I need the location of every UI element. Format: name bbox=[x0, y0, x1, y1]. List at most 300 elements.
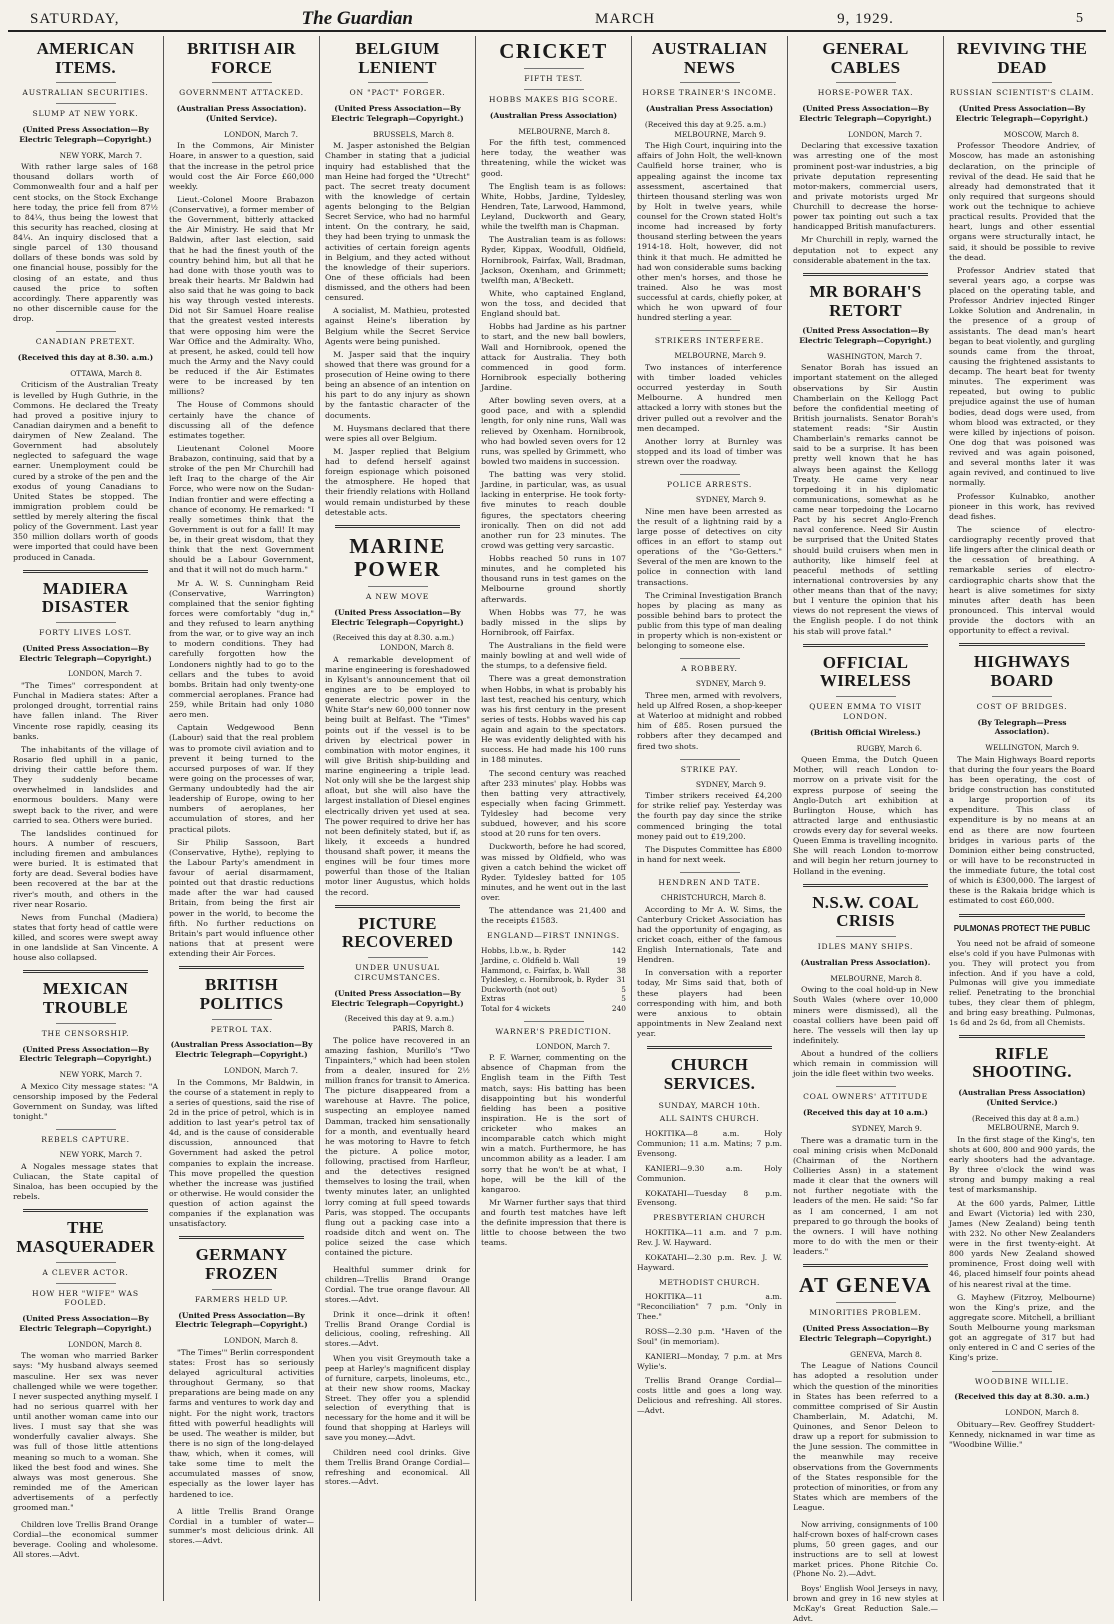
page-number: 5 bbox=[1075, 11, 1084, 26]
article-headline: MARINE POWER bbox=[349, 533, 446, 581]
article-body bbox=[325, 655, 470, 898]
runs: 31 bbox=[616, 975, 626, 985]
divider bbox=[56, 331, 116, 332]
section-rule bbox=[959, 914, 1085, 917]
section-rule bbox=[803, 1264, 928, 1267]
article-headline: RIFLE SHOOTING. bbox=[972, 1043, 1072, 1082]
article bbox=[13, 580, 158, 964]
article-credit: (United Press Association—By Electric Telegraph—Copyright.) bbox=[799, 104, 932, 123]
article-credit: (United Press Association—By Electric Telegraph—Copyright.) bbox=[19, 125, 152, 144]
article-paragraph: A remarkable development of marine engineering is foreshadowed in Kylsant's announcement that oil engines are to be employed to generate electric power in the White Star's new 60,000 tonner now being built at Belfast. The "Times" points out if the vessel is to be driven by electrical power in combination with motor engines, it will give British ship-building and marine engineering a triple lead. Not only will she be the largest ship afloat, but she will also have the largest installation of Diesel engines electrically driven yet used at sea. The power required to drive her has not been definitely stated, but if, as likely, it exceeds a hundred thousand shaft power, it means the engines will be four times more powerful than those of the Italian motor liner Augustus, which holds the record. bbox=[325, 654, 470, 897]
article-headline: AMERICAN ITEMS. bbox=[36, 39, 135, 77]
article-paragraph: The inhabitants of the village of Rosario fled uphill in a panic, driving their cattle before them. They suddenly became overwhelmed in landslides and enormous boulders. Many were swept back to the river, and were carried to sea. Others were buried. bbox=[13, 744, 158, 825]
article-subheading: A CLEVER ACTOR. bbox=[42, 1267, 129, 1277]
runs: 5 bbox=[621, 994, 626, 1004]
runs: 5 bbox=[621, 984, 626, 994]
article-headline: CRICKET bbox=[499, 39, 608, 63]
columns-container bbox=[8, 36, 1106, 1623]
article-dateline: LONDON, March 7. bbox=[68, 669, 142, 679]
article-dateline: LONDON, March 7. bbox=[224, 1065, 298, 1075]
article bbox=[637, 330, 782, 467]
column-3 bbox=[320, 36, 476, 1601]
article-body bbox=[793, 1136, 938, 1258]
article-paragraph: White, who captained England, won the toss, and decided that England should bat. bbox=[481, 288, 626, 319]
article-body bbox=[13, 162, 158, 324]
divider bbox=[524, 1021, 584, 1022]
article-paragraph: At the 600 yards, Palmer, Little and Ewart (Victoria) led with 230, James (New Zealand) being tenth with 232. No other New Zealanders were in the first twenty-eight. At 800 yards New Zealand showed prominence, Frost doing well with 46, placed himself four points ahead of his nearest rival at the time. bbox=[949, 1198, 1095, 1289]
article-dateline: MELBOURNE, March 8. bbox=[830, 973, 922, 983]
article-credit: (Received this day at 8.30. a.m.) bbox=[954, 1392, 1090, 1402]
article-credit: (Australian Press Association—By Electric Telegraph—Copyright.) bbox=[170, 1040, 313, 1060]
section-rule bbox=[803, 884, 928, 887]
article-paragraph: "The Times'" Berlin correspondent states: Frost has so seriously delayed agricultural activities throughout Germany, so that preparations are being made on any farms and ventures to work day and night. For the night work, tractors fitted with powerful headlights will be used. The weather is milder, but there is no sign of the long-delayed thaw, which, when it comes, will take some time to melt the accumulated masses of snow, especially as the lower layer has hardened to ice. bbox=[169, 1347, 314, 1499]
article-paragraph: There was a great demonstration when Hobbs, in what is probably his last test, reached his century, which was his first century in the present series of tests. Hobbs waved his cap again and again to the spectators. He was evidently delighted with his success. He had made his 100 runs in 188 minutes. bbox=[481, 674, 626, 765]
article-body bbox=[325, 141, 470, 518]
divider bbox=[680, 759, 740, 760]
scorecard-row bbox=[481, 985, 626, 995]
article-paragraph: In the Commons, Air Minister Hoare, in answer to a question, said that the increase in the petrol price would cost the Air Force £60,000 weekly. bbox=[169, 141, 314, 191]
article-paragraph: According to Mr A. W. Sims, the Canterbury Cricket Association has had the opportunity of engaging, as cricket coach, either of the famous English Internationals, Tate and Hendren. bbox=[637, 904, 782, 965]
column-1 bbox=[8, 36, 164, 1601]
advert-text: Healthful summer drink for children—Trellis Brand Orange Cordial. The true orange flavour. All stores.—Advt. bbox=[325, 1265, 470, 1304]
article-headline: GERMANY FROZEN bbox=[195, 1245, 288, 1284]
divider bbox=[368, 82, 428, 83]
article-body bbox=[793, 985, 938, 1079]
article-body bbox=[481, 1053, 626, 1248]
section-rule bbox=[179, 1236, 304, 1239]
article-headline: MR BORAH'S RETORT bbox=[809, 281, 922, 320]
article-body bbox=[481, 138, 626, 926]
article bbox=[793, 283, 938, 637]
article bbox=[793, 654, 938, 877]
advert-text: When you visit Greymouth take a peep at Harley's magnificent display of furniture, carpets, linoleums, etc., at their new show rooms, Mackay Street. They offer you a splendid selection of everything that is necessary for the home and it will be found that shopping at Harleys will save you money.—Advt. bbox=[325, 1354, 470, 1442]
article-credit: (Australian Press Association) bbox=[645, 104, 774, 114]
article-credit: (United Press Association—By Electric Telegraph—Copyright.) bbox=[19, 1314, 152, 1333]
article-paragraph: The second century was reached after 233 minutes' play. Hobbs was then batting very attractively, especially when facing Grimmett. Tyldesley had become very subdued, however, and his score stood at 20 runs for ten overs. bbox=[481, 768, 626, 839]
article-subheading: STRIKE PAY. bbox=[680, 764, 739, 774]
article-body bbox=[793, 363, 938, 636]
runs: 240 bbox=[611, 1004, 626, 1014]
article-paragraph: With rather large sales of 168 thousand dollars worth of Commonwealth four and a half per cent stocks, on the Stock Exchange here today, the price fell from 87½ to 84¼, thus being the lowest that this security has reached, closing at 84¼. An inquiry disclosed that a single parcel of 130 thousand dollars of these bonds was sold by one financial house, possibly for the closing of an estate, and thus caused the price to soften accordingly. There apparently was no other discernible cause for the drop. bbox=[13, 162, 158, 324]
article-paragraph: In the Commons, Mr Baldwin, in the course of a statement in reply to a series of questions, said the rise of 2d in the price of petrol, which is in addition to last year's petrol tax of 4d, and is the cause of considerable discussion, announced that Government had asked the petrol companies to explain the increase. This move propelled the question whether the increase was justified or otherwise. He would consider the question of action against the companies if the explanation was unsatisfactory. bbox=[169, 1077, 314, 1229]
article-headline: MEXICAN TROUBLE bbox=[42, 979, 129, 1018]
article-paragraph: The Australians in the field were mainly bowling at and well wide of the stumps, to a defensive field. bbox=[481, 641, 626, 671]
article-paragraph: Mr Warner further says that third and fourth test matches have left the definite impression that there is little to choose between the two teams. bbox=[481, 1197, 626, 1248]
church-service-line: KOKATAHI—Tuesday 8 p.m. Evensong. bbox=[637, 1188, 782, 1208]
masthead-day: SATURDAY, bbox=[30, 10, 120, 27]
article-paragraph: The landslides continued for hours. A number of rescuers, including firemen and ambulances were buried. It is estimated that forty are dead. Several bodies have been recovered at the bar at the river's mouth, and others in the river near Rosario. bbox=[13, 828, 158, 909]
article-dateline: NEW YORK, March 7. bbox=[59, 1150, 142, 1160]
article-headline: MADIERA DISASTER bbox=[41, 578, 130, 617]
article-subheading: WARNER'S PREDICTION. bbox=[495, 1026, 612, 1036]
article-body bbox=[637, 507, 782, 652]
article-dateline: OTTAWA, March 8. bbox=[70, 368, 142, 378]
article-dateline: SYDNEY, March 9. bbox=[695, 679, 766, 689]
divider bbox=[680, 658, 740, 659]
divider bbox=[368, 957, 428, 958]
divider bbox=[836, 82, 896, 83]
section-rule bbox=[23, 1209, 148, 1212]
article-subheading: CANADIAN PRETEXT. bbox=[35, 337, 136, 347]
article-paragraph: G. Mayhew (Fitzroy, Melbourne) won the King's prize, and the aggregate score. Mitchell, a brilliant South Melbourne young marksman got an aggregate of 317 but had only entered in C and C series of the King's prize. bbox=[949, 1292, 1095, 1363]
batsman: Duckworth (not out) bbox=[481, 984, 558, 994]
article-subheading: RUSSIAN SCIENTIST'S CLAIM. bbox=[949, 88, 1095, 98]
divider bbox=[524, 68, 584, 69]
scorecard-row bbox=[481, 946, 626, 956]
article-subheading: FIFTH TEST. bbox=[524, 74, 583, 84]
runs: 19 bbox=[616, 955, 626, 965]
article-paragraph: M. Huysmans declared that there were spies all over Belgium. bbox=[325, 423, 470, 443]
article-paragraph: Nine men have been arrested as the result of a lightning raid by a large posse of detectives on city offices in an effort to stamp out operations of the "Go-Getters." Several of the men are known to the police in connection with land transactions. bbox=[637, 506, 782, 587]
divider bbox=[836, 1086, 896, 1087]
article-paragraph: The Disputes Committee has £800 in hand for next week. bbox=[637, 844, 782, 864]
article-body bbox=[793, 755, 938, 877]
article-body bbox=[637, 363, 782, 467]
article bbox=[949, 653, 1095, 906]
batsman: Extras bbox=[481, 994, 506, 1004]
article-headline: N.S.W. COAL CRISIS bbox=[812, 892, 919, 931]
article bbox=[13, 980, 158, 1122]
article-subheading: HORSE TRAINER'S INCOME. bbox=[642, 88, 777, 98]
article-credit: (By Telegraph—Press Association). bbox=[977, 717, 1067, 737]
scorecard-title: ENGLAND—FIRST INNINGS. bbox=[487, 931, 620, 941]
article-credit: (Australian Press Association). bbox=[800, 957, 931, 967]
church-heading: ALL SAINTS CHURCH. bbox=[659, 1114, 760, 1124]
article bbox=[325, 40, 470, 518]
article-body bbox=[793, 1361, 938, 1513]
article bbox=[949, 40, 1095, 636]
divider bbox=[836, 696, 896, 697]
article-body bbox=[13, 1351, 158, 1513]
article-paragraph: The English team is as follows: White, Hobbs, Jardine, Tyldesley, Hendren, Tate, Larwood, Hammond, Leyland, Duckworth and Geary, while the twelfth man is Chapman. bbox=[481, 181, 626, 232]
article bbox=[793, 1086, 938, 1257]
article-dateline: (Received this day at 9. a.m.) PARIS, March 8. bbox=[344, 1014, 454, 1033]
article-dateline: CHRISTCHURCH, March 8. bbox=[660, 892, 766, 902]
article-headline: THE MASQUERADER bbox=[16, 1218, 155, 1256]
article-paragraph: The Main Highways Board reports that during the four years the Board has been operating, the cost of bridge construction has constituted a large proportion of its expenditure. This class of expenditure is by no means at an end as there are now fourteen bridges in various parts of the Dominion either being constructed, or will have to be reconstructed in the immediate future, the total cost of which is £300,000. The largest of these is the Rakaia bridge which is estimated to cost £60,000. bbox=[949, 754, 1095, 906]
article-paragraph: Three men, armed with revolvers, held up Alfred Rosen, a shop-keeper at Waterloo at midnight and robbed him of £85. Rosen pursued the robbers after they decamped and fired two shots. bbox=[637, 690, 782, 751]
article-subheading: HOBBS MAKES BIG SCORE. bbox=[488, 94, 619, 104]
article-credit: (United Press Association—By Electric Telegraph—Copyright.) bbox=[19, 643, 152, 663]
article-paragraph: Senator Borah has issued an important statement on the alleged observations by Sir Austin Chamberlain on the Kellogg Pact before the confidential meeting of British journalists. Senator Borah's statement reads: "Sir Austin Chamberlain's remarks cannot be said to be a surprise. It has been pretty well known that he has always been against the Kellogg Treaty. He came very near torpedoing it in his diplomatic communications, somewhat as he came near torpedoing the Locarno Pact by his secret Anglo-French naval conference. Need Sir Austin be surprised that the United States should build cruisers when men in authority, like himself feel at peaceful methods of settling international controversies by any other means than that of the navy; but I venture the opinion that his views do not represent the views of the English people. I do not think his stab will prove fatal." bbox=[793, 363, 938, 636]
advert-text: Children need cool drinks. Give them Trellis Brand Orange Cordial—refreshing and economical. All stores.—Advt. bbox=[325, 1447, 470, 1487]
section-rule bbox=[23, 570, 148, 573]
article-dateline: MELBOURNE, March 8. bbox=[518, 126, 610, 136]
masthead-month: MARCH bbox=[595, 10, 656, 27]
masthead bbox=[8, 8, 1106, 32]
article-paragraph: Sir Philip Sassoon, Bart (Conservative, Hythe), replying to the Labour Party's amendment in favour of aerial disarmament, pointed out that drastic reductions made after the war had caused Britain, from being the first air power in the world, to become the fifth. No further reductions on Britain's part would influence other nations that at present were extending their Air Forces. bbox=[169, 837, 314, 959]
article bbox=[637, 658, 782, 751]
advert-text: You need not be afraid of someone else's cold if you have Pulmonas with you. They will protect you from infection. And if you have a cold, Pulmonas will give you immediate relief. Penetrating to the bronchial tubes, they clear them of phlegm, and bring easy breathing. Pulmonas, 1s 6d and 2s 6d, from all Chemists. bbox=[949, 938, 1095, 1027]
batsman: Tyldesley, c. Hornibrook, b. Ryder bbox=[481, 975, 609, 985]
article-subheading: COST OF BRIDGES. bbox=[976, 701, 1068, 711]
article-paragraph: A Nogales message states that Culiacan, the State capital of Sinaloa, has been occupied by the rebels. bbox=[13, 1161, 158, 1202]
article-paragraph: In the first stage of the King's, ten shots at 600, 800 and 900 yards, the early shooters had the advantage. By three o'clock the wind was strong and bumpy making a real test of marksmanship. bbox=[949, 1134, 1095, 1195]
article bbox=[637, 1056, 782, 1093]
article-headline: BELGIUM LENIENT bbox=[355, 39, 440, 77]
scorecard-row bbox=[481, 956, 626, 966]
article-paragraph: There was a dramatic turn in the coal mining crisis when McDonald (Chairman of the Northern Collieries Assn) in a statement made it clear that the owners will not further negotiate with the leaders of the men. He said: "So far as I am concerned, I am not prepared to go through the books of the owners. I will have nothing more to do with the men or their leaders." bbox=[793, 1135, 938, 1257]
article bbox=[949, 1371, 1095, 1451]
church-service-line: KANIERI—Monday, 7 p.m. at Mrs Wylie's. bbox=[637, 1351, 782, 1371]
article-subheading: FARMERS HELD UP. bbox=[194, 1294, 289, 1304]
article-subheading: WOODBINE WILLIE. bbox=[974, 1376, 1070, 1386]
article-paragraph: "The Times" correspondent at Funchal in Madiera states: After a prolonged drought, torrential rains have fallen inland. The River Vincente rose rapidly, ceasing its banks. bbox=[13, 681, 158, 741]
article-credit: (United Press Association—By Electric Telegraph—Copyright.) bbox=[331, 607, 464, 627]
divider bbox=[212, 1019, 272, 1020]
article-headline: PICTURE RECOVERED bbox=[341, 913, 454, 952]
article-body bbox=[325, 1036, 470, 1259]
article-paragraph: Duckworth, before he had scored, was missed by Oldfield, who was given a catch behind the wicket off Ryder. Tyldesley batted for 105 minutes, and he went out in the last over. bbox=[481, 842, 626, 903]
article-body bbox=[169, 1348, 314, 1500]
article-dateline: (Received this day at 8 a.m.) MELBOURNE, March 9. bbox=[972, 1113, 1079, 1133]
runs: 38 bbox=[616, 965, 626, 975]
church-heading: METHODIST CHURCH. bbox=[659, 1277, 760, 1287]
article bbox=[637, 872, 782, 1039]
article-headline: GENERAL CABLES bbox=[822, 39, 909, 77]
divider bbox=[992, 1371, 1052, 1372]
article bbox=[13, 1129, 158, 1202]
article-paragraph: M. Jasper said that the inquiry showed that there was ground for a prosecution of Heine owing to there being an absence of an intention on his part to do any injury as shown by the fantastic character of the documents. bbox=[325, 349, 470, 420]
article-dateline: MELBOURNE, March 9. bbox=[674, 351, 766, 361]
article-credit: (Australian Press Association). (United Service). bbox=[176, 104, 307, 123]
advert-text: Drink it once—drink it often! Trellis Brand Orange Cordial is delicious, cooling, refreshing. All stores.—Advt. bbox=[325, 1309, 470, 1349]
scorecard bbox=[481, 931, 626, 1013]
article-dateline: RUGBY, March 6. bbox=[856, 743, 922, 753]
article-paragraph: Two instances of interference with timber loaded vehicles occurred yesterday in South Melbourne. A hundred men attacked a lorry with stones but the driver pulled out a revolver and the men decamped. bbox=[637, 362, 782, 433]
article-paragraph: Mr A. W. S. Cunningham Reid (Conservative, Warrington) complained that the senior fighting forces were comfortably "dug in," and they refused to learn anything from the war, or to give way an inch to modern conditions. They had carefully forgotten how the Londoners nightly had to go to the cellars and the tubes to avoid bombs. Britain had only twenty-one commercial aeroplanes. France had 259, while Britain had only 1080 aero men. bbox=[169, 578, 314, 720]
article-paragraph: The Criminal Investigation Branch hopes by placing as many as possible behind bars to protect the public from this type of man dealing in property which is non-existent or belonging to someone else. bbox=[637, 590, 782, 651]
article-paragraph: The League of Nations Council has adopted a resolution under which the question of the minorities in States has been referred to a committee comprised of Sir Austin Chamberlain, M. Adatchi, M. Quinones, and Senor Deleon to draw up a report for submission to the June session. The committee in the meanwhile may receive observations from the Governments of the States responsible for the protection of minorities, or from any States which are members of the League. bbox=[793, 1361, 938, 1512]
divider bbox=[212, 1289, 272, 1290]
article-body bbox=[949, 755, 1095, 907]
article-dateline: WASHINGTON, March 7. bbox=[827, 351, 922, 361]
article-body bbox=[13, 1162, 158, 1203]
divider bbox=[212, 82, 272, 83]
divider bbox=[524, 89, 584, 90]
article bbox=[481, 1021, 626, 1249]
article-dateline: BRUSSELS, March 8. bbox=[373, 129, 454, 139]
article-body bbox=[637, 905, 782, 1040]
article-credit: (United Press Association—By Electric Telegraph—Copyright.) bbox=[955, 104, 1089, 123]
article-credit: (Australian Press Association) (United Service.) bbox=[958, 1088, 1086, 1107]
article bbox=[793, 1274, 938, 1513]
article-paragraph: The House of Commons should certainly have the chance of discussing all of the defence estimates together. bbox=[169, 400, 314, 440]
scorecard-row bbox=[481, 994, 626, 1004]
article-paragraph: The batting was very stolid. Jardine, in particular, was, as usual lacking in enterprise. He took forty-five minutes to reach double figures, the spectators cheering ironically. Then on did not add another run for 23 minutes. The crowd was getting very sarcastic. bbox=[481, 470, 626, 550]
church-service-line: KOKATAHI—2.30 p.m. Rev. J. W. Hayward. bbox=[637, 1252, 782, 1272]
masthead-date: 9, 1929. bbox=[837, 10, 894, 27]
article-paragraph: Professor Andriev stated that several years ago, a corpse was placed on the operating table, and Professor Andriev injected Ringer Lokke Solution and Andrenalin, in the presence of a group of assistants. The dead man's heart began to beat violently, and gurgling sounds came from the throat, causing the frightened assistants to decamp. The heart beat for twenty minutes. The experiment was repeated, but owing to public prejudice against the use of human bodies, dead dogs were used, from whom blood was extracted, or they were killed by injections of poison. One dog that was poisoned was revived and was again poisoned, and several months later it was again revived, and continued to live normally. bbox=[949, 265, 1095, 488]
article-paragraph: The science of electro-cardiography recently proved that life lingers after the clinical death or the cessation of breathing. A remarkable series of electro-cardiographic charts show that the heart is alive sometimes for sixty minutes after death has been pronounced. This interval would provide the doctors with an opportunity to effect a revival. bbox=[949, 524, 1095, 636]
article bbox=[325, 535, 470, 898]
divider bbox=[992, 696, 1052, 697]
article-paragraph: Obituary—Rev. Geoffrey Studdert-Kennedy, nicknamed in war time as "Woodbine Willie." bbox=[949, 1419, 1095, 1450]
article-dateline: LONDON, March 7. bbox=[224, 129, 298, 139]
article-paragraph: Hobbs had Jardine as his partner to start, and the new ball bowlers, Wall and Hornibrook, opened the attack for Australia. They both commenced in good form. Hornibrook especially bothering Jardine. bbox=[481, 322, 626, 393]
article-subheading: STRIKERS INTERFERE. bbox=[654, 336, 765, 346]
article-headline: HIGHWAYS BOARD bbox=[973, 652, 1071, 691]
section-rule bbox=[23, 970, 148, 973]
article-dateline: SYDNEY, March 9. bbox=[851, 1124, 922, 1134]
article-body bbox=[13, 380, 158, 562]
article-body bbox=[169, 1078, 314, 1230]
article bbox=[169, 976, 314, 1229]
article bbox=[13, 40, 158, 324]
article-subheading: REBELS CAPTURE. bbox=[41, 1135, 130, 1145]
section-rule bbox=[803, 273, 928, 276]
scorecard-row bbox=[481, 1004, 626, 1014]
article-subheading: IDLES MANY SHIPS. bbox=[817, 942, 914, 952]
article-subheading: ON "PACT" FORGER. bbox=[349, 88, 446, 98]
article-paragraph: Declaring that excessive taxation was arresting one of the most prominent post-war industries, a big private deputation representing motor-makers, commercial users, and private motorists urged Mr Churchill to decrease the horse-power tax pointing out such a tax handicapped British manufacturers. bbox=[793, 141, 938, 232]
column-7 bbox=[944, 36, 1100, 1601]
article-body bbox=[637, 141, 782, 323]
article-credit: (Received this day at 10 a.m.) bbox=[803, 1108, 928, 1118]
divider bbox=[680, 82, 740, 83]
church-service-line: HOKITIKA—8 a.m. Holy Communion; 11 a.m. Matins; 7 p.m. Evensong. bbox=[637, 1129, 782, 1158]
advert-text: Boys' English Wool Jerseys in navy, brown and grey in 16 new styles at McKay's Great Reduction Sale.—Advt. bbox=[793, 1584, 938, 1623]
church-service-line: ROSS—2.30 p.m. "Haven of the Soul" (in memoriam). bbox=[637, 1327, 782, 1346]
article-subheading: HOW HER "WIFE" WAS FOOLED. bbox=[32, 1288, 139, 1308]
article-paragraph: For the fifth test, commenced here today, the weather was threatening, while the wicket was good. bbox=[481, 138, 626, 178]
article-subheading: QUEEN EMMA TO VISIT LONDON. bbox=[809, 702, 922, 721]
article bbox=[13, 331, 158, 562]
article-dateline: SYDNEY, March 9. bbox=[695, 779, 766, 789]
article-paragraph: Criticism of the Australian Treaty is levelled by Hugh Guthrie, in the Commons. He declared the Treaty had proved a positive injury to Canadian dairymen and a benefit to dairymen of New Zealand. The Government had absolutely neglected to safeguard the wage earner. Unemployment could be cured by a stroke of the pen and the exodus of young Canadians to United States be stopped. The immigration problem could be settled by merely altering the fiscal policy of the Government. Last year 350 million dollars worth of goods were imported that could have been produced in Canada. bbox=[13, 380, 158, 562]
article-headline: BRITISH POLITICS bbox=[199, 975, 284, 1013]
column-4 bbox=[476, 36, 632, 1601]
batsman: Hobbs, l.b.w., b. Ryder bbox=[481, 946, 566, 956]
article-dateline: (Received this day at 9.25. a.m.) MELBOURNE, March 9. bbox=[644, 119, 766, 139]
divider bbox=[992, 82, 1052, 83]
church-service-line: HOKITIKA—11 a.m. "Reconciliation" 7 p.m. "Only in Thee." bbox=[637, 1292, 782, 1322]
article-dateline: MOSCOW, March 8. bbox=[1003, 129, 1079, 139]
article-subheading: A NEW MOVE bbox=[365, 592, 430, 602]
article-subheading: FORTY LIVES LOST. bbox=[39, 628, 132, 638]
article-dateline: LONDON, March 8. bbox=[68, 1339, 142, 1349]
article-paragraph: The High Court, inquiring into the affairs of John Holt, the well-known Caulfield horse trainer, who is appealing against the income tax assessment, ascertained that thirteen thousand sterling was won by Holt in twelve years, while counsel for the Crown stated Holt's income had increased by forty thousand sterling between the years 1914-18. Holt, however, did not think it that much. He admitted he had won considerable sums backing other men's horses, and those he trained. Also he was most successful at cards, chiefly poker, at which he won upward of four hundred sterling a year. bbox=[637, 141, 782, 323]
article-subheading: UNDER UNUSUAL CIRCUMSTANCES. bbox=[354, 963, 441, 982]
divider bbox=[56, 1023, 116, 1024]
article-body bbox=[949, 1420, 1095, 1450]
article-headline: CHURCH SERVICES. bbox=[663, 1055, 756, 1093]
article-subheading: AUSTRALIAN SECURITIES. bbox=[22, 88, 149, 98]
article-credit: (United Press Association—By Electric Telegraph—Copyright.) bbox=[331, 988, 464, 1008]
advert-heading: PULMONAS PROTECT THE PUBLIC bbox=[953, 923, 1091, 933]
masthead-paper-title: The Guardian bbox=[301, 8, 413, 29]
article-credit: (United Press Association—By Electric Telegraph—Copyright.) bbox=[331, 104, 464, 123]
divider bbox=[680, 872, 740, 873]
divider bbox=[836, 1302, 896, 1303]
article-paragraph: Lieut.-Colonel Moore Brabazon (Conservative), a former member of the Government, bitterly attacked the Air Ministry. He said that Mr Baldwin, after last election, said that he had the finest youth of the country behind him, but all that he had done with those youth was to break their hearts. Mr Baldwin had also said that he was going to back his way through vested interests. Did not Sir Samuel Hoare realise that the greatest vested interests that were opposing him were the War Office and the Admiralty. Who, at present, he asked, could tell how much the Army and the Navy could be reduced if the Air Estimates were to be increased by ten millions? bbox=[169, 194, 314, 397]
article-subheading: HENDREN AND TATE. bbox=[658, 878, 761, 888]
article-headline: AT GENEVA bbox=[798, 1273, 933, 1298]
article-subheading: MINORITIES PROBLEM. bbox=[809, 1308, 922, 1318]
article-body bbox=[13, 1082, 158, 1123]
runs: 142 bbox=[611, 946, 626, 956]
article-paragraph: Captain Wedgewood Benn (Labour) said that the real problem was to promote civil aviation and to prevent it being turned to the accursed purposes of war. If they were going on the processes of war, Germany undoubtedly had the air leadership of Europe, owing to her numbers of aeroplanes, her accumulation of stores, and her practical pilots. bbox=[169, 723, 314, 834]
article-paragraph: The police have recovered in an amazing fashion, Murillo's "Two Tinpainters," which had been stolen from a dealer, insured for 2½ million francs for transit to America. The picture disappeared from a warehouse at Havre. The police, suspecting an employee named Damman, tracked him sensationally for a month, and eventually heard he was motoring to Havre to fetch the picture. A police motor, following, practised from Harfleur, and the detectives resigned themselves to losing the trail, when twenty minutes later, an unlighted lorry coming at full speed towards Paris, was stopped. The occupants flung out a packing case into a roadside ditch and went on. The police seized the case which contained the picture. bbox=[325, 1035, 470, 1258]
article-paragraph: Hobbs reached 50 runs in 107 minutes, and he completed his thousand runs in test games on the Melbourne ground shortly afterwards. bbox=[481, 554, 626, 604]
column-2 bbox=[164, 36, 320, 1601]
divider bbox=[368, 586, 428, 587]
article-dateline: LONDON, March 8. bbox=[1005, 1408, 1079, 1418]
article-paragraph: Professor Theodore Andriev, of Moscow, has made an astonishing declaration, on the principle of revival of the dead. He said that he already had demonstrated that it only required that surgeons should work out the technique to achieve practical results. Provided that the heart, lungs and other essential organs were structurally intact, he said, it should be possible to revive the dead. bbox=[949, 141, 1095, 262]
article-paragraph: The Australian team is as follows: Ryder, Kippax, Woodfull, Oldfield, Hornibrook, Fairfax, Wall, Bradman, Jackson, Oxenham, and Grimmett; twelfth man, A'Beckett. bbox=[481, 235, 626, 285]
advert-text: Children love Trellis Brand Orange Cordial—the economical summer beverage. Cooling and wholesome. All stores.—Advt. bbox=[13, 1520, 158, 1559]
article bbox=[637, 474, 782, 651]
article-credit: (Australian Press Association) bbox=[489, 110, 618, 120]
article-paragraph: News from Funchal (Madiera) states that forty head of cattle were killed, and scores were swept away in one landslide at San Vincente. A house also collapsed. bbox=[13, 912, 158, 963]
advert-text: A little Trellis Brand Orange Cordial in a tumbler of water—summer's most delicious drink. All stores.—Advt. bbox=[169, 1506, 314, 1546]
article-paragraph: Owing to the coal hold-up in New South Wales (where over 10,000 miners were dismissed), all the coastal colliers have been paid off here. The vessels will then lay up indefinitely. bbox=[793, 985, 938, 1045]
article-body bbox=[13, 681, 158, 963]
article-headline: OFFICIAL WIRELESS bbox=[819, 652, 912, 691]
scorecard-row bbox=[481, 966, 626, 976]
batsman: Total for 4 wickets bbox=[481, 1004, 551, 1014]
article-paragraph: Lieutenant Colonel Moore Brabazon, continuing, said that by a stroke of the pen Mr Churchill had left Iraq to the charge of the Air Force, who were now on the Sudan-Indian frontier and were effecting a chance of economy. He remarked: "I really sometimes think that the Government is out for a fall! It may be, in their great wisdom, that they think that the next Government should be a Labour Government, and that it will not do much harm." bbox=[169, 443, 314, 575]
article-subheading: SLUMP AT NEW YORK. bbox=[32, 109, 139, 119]
scorecard-row bbox=[481, 975, 626, 985]
article-dateline: NEW YORK, March 7. bbox=[59, 150, 142, 160]
article-subheading: THE CENSORSHIP. bbox=[41, 1028, 130, 1038]
article-dateline: WELLINGTON, March 9. bbox=[985, 743, 1079, 753]
article bbox=[325, 915, 470, 1259]
advert-text: Trellis Brand Orange Cordial—costs little and goes a long way. Delicious and refreshing. All stores.—Advt. bbox=[637, 1376, 782, 1416]
article-headline: BRITISH AIR FORCE bbox=[187, 39, 296, 77]
section-rule bbox=[179, 966, 304, 969]
article-subheading: COAL OWNERS' ATTITUDE bbox=[803, 1092, 928, 1102]
article-paragraph: A Mexico City message states: "A censorship imposed by the Federal Government on Sunday, was lifted tonight." bbox=[13, 1081, 158, 1122]
section-rule bbox=[959, 643, 1085, 646]
article-body bbox=[949, 141, 1095, 636]
article-body bbox=[169, 141, 314, 959]
article bbox=[949, 1045, 1095, 1364]
article-paragraph: Professor Kulnabko, another pioneer in this work, has revived dead fishes. bbox=[949, 491, 1095, 521]
church-heading: PRESBYTERIAN CHURCH bbox=[653, 1213, 766, 1223]
article-credit: (British Official Wireless.) bbox=[810, 727, 921, 737]
article-body bbox=[637, 691, 782, 752]
article bbox=[793, 894, 938, 1080]
article-subheading: A ROBBERY. bbox=[681, 664, 738, 674]
article bbox=[637, 40, 782, 323]
article-paragraph: Queen Emma, the Dutch Queen Mother, will reach London to-morrow on a private visit for the express purpose of seeing the Anglo-Dutch art exhibition at Burlington House, which has attracted large and enthusiastic crowds every day for several weeks. Queen Emma is travelling incognito. She will reach London to-morrow and will begin her return journey to Holland in the evening. bbox=[793, 755, 938, 876]
column-6 bbox=[788, 36, 944, 1623]
article-paragraph: About a hundred of the colliers which remain in commission will join the idle fleet within two weeks. bbox=[793, 1049, 938, 1079]
article-credit: (United Press Association—By Electric Telegraph—Copyright.) bbox=[799, 326, 932, 345]
article-paragraph: After bowling seven overs, at a good pace, and with a splendid length, for only nine runs, Wall was relieved by Oxenham. Hornibrook, who had bowled seven overs for 12 runs, was spelled by Grimmett, who bowled two maidens in succession. bbox=[481, 396, 626, 466]
divider bbox=[56, 103, 116, 104]
article bbox=[169, 40, 314, 959]
advert-text: Now arriving, consignments of 100 half-crown boxes of half-crown cases plums, 50 green gages, and our instructions are to sell at lowest market prices. Phone Ritchie Co. (Phone No. 2).—Advt. bbox=[793, 1520, 938, 1579]
article-dateline: SYDNEY, March 9. bbox=[695, 495, 766, 505]
church-heading: SUNDAY, MARCH 10th. bbox=[658, 1100, 761, 1110]
batsman: Hammond, c. Fairfax, b. Wall bbox=[481, 965, 590, 975]
article-headline: AUSTRALIAN NEWS bbox=[651, 39, 768, 77]
article-paragraph: Mr Churchill in reply, warned the deputation not to expect any considerable abatement in the tax. bbox=[793, 235, 938, 265]
batsman: Jardine, c. Oldfield b. Wall bbox=[481, 955, 580, 965]
article-paragraph: Timber strikers received £4,200 for strike relief pay. Yesterday was the fourth pay day since the strike commenced bringing the total money paid out to £19,200. bbox=[637, 791, 782, 841]
article-paragraph: In conversation with a reporter today, Mr Sims said that, both of these players had been corresponding with him, and both were anxious to obtain appointments in New Zealand next year. bbox=[637, 968, 782, 1039]
church-service-line: HOKITIKA—11 a.m. and 7 p.m. Rev. J. W. Hayward. bbox=[637, 1228, 782, 1247]
article-body bbox=[793, 141, 938, 266]
article bbox=[13, 1219, 158, 1513]
article bbox=[481, 40, 626, 1014]
article-subheading: HORSE-POWER TAX. bbox=[817, 88, 914, 98]
article-dateline: GENEVA, March 8. bbox=[850, 1349, 922, 1359]
article-subheading: PETROL TAX. bbox=[210, 1024, 273, 1034]
